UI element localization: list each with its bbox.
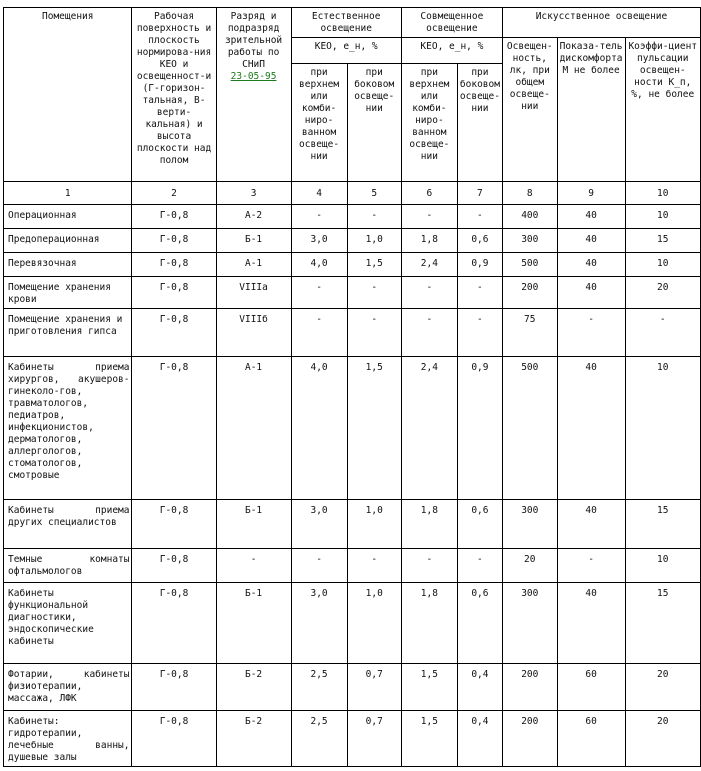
header-discomfort: Показа-тель дискомфорта М не более (557, 38, 625, 182)
cell-surface: Г-0,8 (132, 229, 216, 253)
column-number: 3 (216, 182, 291, 205)
cell-lux: 300 (502, 229, 557, 253)
cell-pulsation: 20 (625, 277, 700, 309)
cell-nat-top: - (291, 549, 347, 583)
column-number: 9 (557, 182, 625, 205)
cell-nat-side: 0,7 (347, 711, 401, 767)
header-combined-overhead: при верхнем или комби-ниро-ванном освеще-нии (401, 64, 457, 182)
cell-nat-side: 1,5 (347, 253, 401, 277)
cell-category: Б-1 (216, 229, 291, 253)
cell-discomfort: 40 (557, 357, 625, 500)
header-work-surface: Рабочая поверхность и плоскость нормирова-ния КЕО и освещенност-и (Г-горизон-тальная, В-верти-кальная) и высота плоскости над полом (132, 8, 216, 182)
cell-nat-top: 3,0 (291, 500, 347, 549)
cell-nat-top: 4,0 (291, 253, 347, 277)
cell-comb-top: 2,4 (401, 253, 457, 277)
header-natural-side: при боковом освеще-нии (347, 64, 401, 182)
cell-comb-top: - (401, 549, 457, 583)
cell-discomfort: 40 (557, 583, 625, 664)
column-number: 5 (347, 182, 401, 205)
cell-comb-side: 0,9 (457, 253, 502, 277)
cell-comb-top: - (401, 205, 457, 229)
cell-nat-side: 1,0 (347, 229, 401, 253)
cell-lux: 500 (502, 253, 557, 277)
table-row (4, 277, 701, 309)
cell-comb-top: - (401, 277, 457, 309)
cell-nat-top: 4,0 (291, 357, 347, 500)
table-row (4, 229, 701, 253)
cell-nat-top: - (291, 309, 347, 357)
cell-nat-side: 1,0 (347, 500, 401, 549)
cell-discomfort: - (557, 309, 625, 357)
cell-nat-top: 2,5 (291, 664, 347, 711)
cell-comb-top: 1,8 (401, 583, 457, 664)
table-row (4, 500, 701, 549)
cell-lux: 300 (502, 500, 557, 549)
cell-pulsation: 10 (625, 205, 700, 229)
cell-pulsation: - (625, 309, 700, 357)
header-illuminance: Освещен-ность, лк, при общем освеще-нии (502, 38, 557, 182)
cell-pulsation: 10 (625, 357, 700, 500)
cell-comb-top: 1,8 (401, 229, 457, 253)
cell-lux: 75 (502, 309, 557, 357)
table-row (4, 357, 701, 500)
cell-comb-side: 0,6 (457, 583, 502, 664)
cell-category: - (216, 549, 291, 583)
cell-name: Фотарии, кабинеты физиотерапии, массажа, ЛФК (4, 664, 132, 711)
cell-discomfort: 40 (557, 277, 625, 309)
cell-lux: 200 (502, 664, 557, 711)
cell-name: Кабинеты функциональной диагностики, эндоскопические кабинеты (4, 583, 132, 664)
column-number: 2 (132, 182, 216, 205)
cell-pulsation: 10 (625, 549, 700, 583)
header-artificial: Искусственное освещение (502, 8, 700, 38)
snip-link[interactable]: 23-05-95 (230, 71, 277, 82)
cell-nat-top: - (291, 205, 347, 229)
table-row (4, 549, 701, 583)
cell-surface: Г-0,8 (132, 664, 216, 711)
column-number: 1 (4, 182, 132, 205)
cell-name: Темные комнаты офтальмологов (4, 549, 132, 583)
cell-category: VIIIб (216, 309, 291, 357)
cell-surface: Г-0,8 (132, 277, 216, 309)
table-row (4, 205, 701, 229)
table-row (4, 253, 701, 277)
cell-comb-top: 1,5 (401, 664, 457, 711)
cell-comb-side: - (457, 205, 502, 229)
cell-surface: Г-0,8 (132, 549, 216, 583)
cell-name: Предоперационная (4, 229, 132, 253)
column-number: 7 (457, 182, 502, 205)
table-row (4, 583, 701, 664)
cell-surface: Г-0,8 (132, 583, 216, 664)
cell-pulsation: 20 (625, 711, 700, 767)
cell-surface: Г-0,8 (132, 253, 216, 277)
cell-comb-side: - (457, 309, 502, 357)
cell-name: Помещение хранения и приготовления гипса (4, 309, 132, 357)
header-category-text: Разряд и подразряд зрительной работы по СНиП (224, 11, 283, 70)
cell-name: Операционная (4, 205, 132, 229)
cell-surface: Г-0,8 (132, 357, 216, 500)
cell-name: Кабинеты приема других специалистов (4, 500, 132, 549)
table-row (4, 309, 701, 357)
cell-category: А-1 (216, 357, 291, 500)
cell-surface: Г-0,8 (132, 309, 216, 357)
cell-surface: Г-0,8 (132, 500, 216, 549)
cell-lux: 300 (502, 583, 557, 664)
cell-discomfort: 40 (557, 500, 625, 549)
header-keo-combined: КЕО, е_н, % (401, 38, 502, 64)
cell-category: Б-2 (216, 711, 291, 767)
column-number-row (4, 182, 701, 205)
cell-lux: 500 (502, 357, 557, 500)
cell-nat-side: 1,0 (347, 583, 401, 664)
cell-discomfort: 60 (557, 711, 625, 767)
cell-category: А-1 (216, 253, 291, 277)
cell-discomfort: - (557, 549, 625, 583)
cell-name: Кабинеты: гидротерапии, лечебные ванны, душевые залы (4, 711, 132, 767)
cell-nat-top: 2,5 (291, 711, 347, 767)
cell-nat-top: - (291, 277, 347, 309)
table-body (4, 8, 701, 767)
cell-lux: 200 (502, 277, 557, 309)
cell-category: Б-1 (216, 583, 291, 664)
cell-nat-side: 1,5 (347, 357, 401, 500)
cell-name: Помещение хранения крови (4, 277, 132, 309)
cell-discomfort: 40 (557, 205, 625, 229)
cell-name: Кабинеты приема хирургов, акушеров-гинеколо-гов, травматологов, педиатров, инфекционистов, дерматологов, аллергологов, стоматологов, смотровые (4, 357, 132, 500)
cell-name: Перевязочная (4, 253, 132, 277)
cell-pulsation: 20 (625, 664, 700, 711)
cell-pulsation: 15 (625, 500, 700, 549)
cell-comb-top: 2,4 (401, 357, 457, 500)
cell-lux: 200 (502, 711, 557, 767)
cell-pulsation: 15 (625, 229, 700, 253)
cell-comb-top: 1,8 (401, 500, 457, 549)
header-premises: Помещения (4, 8, 132, 182)
cell-nat-side: - (347, 549, 401, 583)
column-number: 10 (625, 182, 700, 205)
header-combined-side: при боковом освеще-нии (457, 64, 502, 182)
cell-category: А-2 (216, 205, 291, 229)
table-row (4, 711, 701, 767)
cell-pulsation: 15 (625, 583, 700, 664)
cell-discomfort: 60 (557, 664, 625, 711)
header-natural: Естественное освещение (291, 8, 401, 38)
header-row-1 (4, 8, 701, 38)
cell-nat-top: 3,0 (291, 229, 347, 253)
header-pulsation: Коэффи-циент пульсации освещен-ности К_п, %, не более (625, 38, 700, 182)
cell-nat-side: - (347, 205, 401, 229)
cell-lux: 400 (502, 205, 557, 229)
cell-lux: 20 (502, 549, 557, 583)
cell-discomfort: 40 (557, 253, 625, 277)
cell-nat-side: - (347, 277, 401, 309)
cell-comb-side: 0,6 (457, 500, 502, 549)
cell-comb-side: 0,6 (457, 229, 502, 253)
cell-comb-side: - (457, 277, 502, 309)
cell-comb-side: 0,4 (457, 664, 502, 711)
table-row (4, 664, 701, 711)
cell-nat-side: 0,7 (347, 664, 401, 711)
lighting-norms-table (3, 7, 701, 767)
cell-surface: Г-0,8 (132, 205, 216, 229)
cell-nat-side: - (347, 309, 401, 357)
cell-category: Б-2 (216, 664, 291, 711)
cell-nat-top: 3,0 (291, 583, 347, 664)
header-category (216, 8, 291, 182)
column-number: 6 (401, 182, 457, 205)
column-number: 4 (291, 182, 347, 205)
cell-comb-side: 0,4 (457, 711, 502, 767)
cell-discomfort: 40 (557, 229, 625, 253)
cell-surface: Г-0,8 (132, 711, 216, 767)
cell-category: Б-1 (216, 500, 291, 549)
header-natural-overhead: при верхнем или комби-ниро-ванном освеще-нии (291, 64, 347, 182)
cell-comb-top: - (401, 309, 457, 357)
header-combined: Совмещенное освещение (401, 8, 502, 38)
cell-category: VIIIа (216, 277, 291, 309)
cell-comb-side: 0,9 (457, 357, 502, 500)
cell-pulsation: 10 (625, 253, 700, 277)
column-number: 8 (502, 182, 557, 205)
cell-comb-side: - (457, 549, 502, 583)
header-keo-natural: КЕО, е_н, % (291, 38, 401, 64)
cell-comb-top: 1,5 (401, 711, 457, 767)
